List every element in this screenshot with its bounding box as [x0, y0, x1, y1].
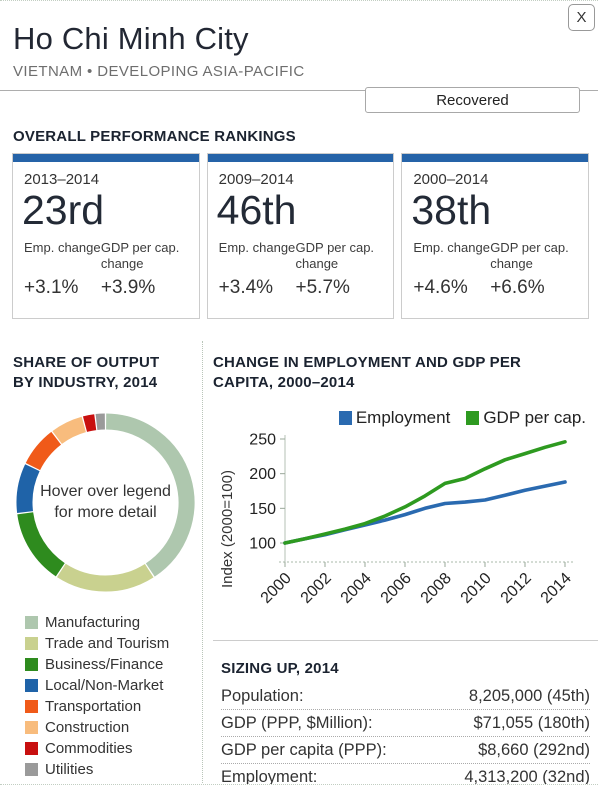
y-tick-label: 150: [249, 500, 276, 518]
legend-label: Commodities: [45, 740, 133, 757]
line-chart-legend: [213, 408, 586, 428]
legend-item-business-finance[interactable]: [25, 654, 202, 675]
employment-chart-heading: [213, 353, 598, 393]
donut-hover-hint: [13, 410, 198, 595]
legend-item-employment[interactable]: [339, 408, 450, 428]
gdp-change-label: GDP per cap. change: [295, 240, 375, 272]
donut-hint-line2: for more detail: [54, 503, 157, 521]
ranking-period: 2000–2014: [413, 171, 489, 188]
row-label: Population:: [221, 687, 304, 705]
table-row-gdp: [221, 710, 590, 737]
card-accent-bar: [402, 154, 588, 162]
row-value: $71,055 (180th): [473, 714, 590, 732]
row-label: GDP per capita (PPP):: [221, 741, 387, 759]
table-row-gdp-per-capita: [221, 737, 590, 764]
emp-change-label: Emp. change: [24, 240, 101, 256]
x-tick-label: 2004: [337, 569, 375, 607]
legend-label: Business/Finance: [45, 656, 164, 673]
row-label: Employment:: [221, 768, 318, 785]
legend-label: Trade and Tourism: [45, 635, 170, 652]
employment-swatch-icon: [339, 411, 352, 425]
ranking-value: 23rd: [22, 187, 105, 233]
legend-item-commodities[interactable]: [25, 738, 202, 759]
gdp-change-value: +3.9%: [100, 277, 156, 299]
row-label: GDP (PPP, $Million):: [221, 714, 373, 732]
trade-swatch-icon: [25, 637, 38, 650]
table-row-employment: [221, 764, 590, 785]
commodities-swatch-icon: [25, 742, 38, 755]
employment-gdp-panel: [203, 341, 598, 785]
x-tick-label: 2012: [497, 569, 535, 607]
close-button[interactable]: X: [568, 4, 595, 31]
sizing-heading: SIZING UP, 2014: [221, 660, 339, 677]
industry-heading-line1: SHARE OF OUTPUT: [13, 354, 160, 371]
legend-label: Local/Non-Market: [45, 677, 164, 694]
business-swatch-icon: [25, 658, 38, 671]
transportation-swatch-icon: [25, 700, 38, 713]
legend-item-gdp-per-cap[interactable]: [466, 408, 586, 428]
gdp-change-value: +5.7%: [295, 277, 350, 299]
ranking-period: 2009–2014: [218, 171, 294, 188]
legend-item-trade-and-tourism[interactable]: [25, 633, 202, 654]
ranking-card-2009-2014: [207, 153, 395, 319]
y-tick-label: 100: [249, 535, 276, 553]
page-subtitle: VIETNAM • DEVELOPING ASIA-PACIFIC: [13, 63, 305, 80]
industry-heading-line2: BY INDUSTRY, 2014: [13, 374, 158, 391]
emp-change-value: +4.6%: [413, 277, 468, 299]
ranking-value: 46th: [216, 187, 297, 233]
row-value: $8,660 (292nd): [478, 741, 590, 759]
legend-item-utilities[interactable]: [25, 759, 202, 780]
emp-change-label: Emp. change: [218, 240, 296, 256]
x-tick-label: 2002: [297, 569, 335, 607]
y-tick-label: 250: [249, 431, 276, 449]
emp-change-value: +3.1%: [24, 277, 79, 299]
legend-item-construction[interactable]: [25, 717, 202, 738]
legend-item-local-non-market[interactable]: [25, 675, 202, 696]
y-axis-label: Index (2000=100): [219, 470, 236, 589]
row-value: 4,313,200 (32nd): [464, 768, 590, 785]
industry-panel: [0, 341, 203, 785]
x-tick-label: 2008: [417, 569, 455, 607]
sizing-divider: [213, 640, 598, 641]
recovery-status-button[interactable]: Recovered: [365, 87, 580, 113]
local-swatch-icon: [25, 679, 38, 692]
emp-change-label: Emp. change: [413, 240, 490, 256]
x-tick-label: 2014: [537, 569, 575, 607]
rankings-heading: OVERALL PERFORMANCE RANKINGS: [13, 128, 296, 145]
legend-label: Manufacturing: [45, 614, 141, 631]
legend-label: Employment: [355, 408, 451, 427]
y-tick-label: 200: [249, 466, 276, 484]
gdp-change-label: GDP per cap. change: [100, 240, 180, 272]
employment-gdp-line-chart[interactable]: [213, 431, 591, 629]
legend-item-transportation[interactable]: [25, 696, 202, 717]
x-tick-label: 2010: [457, 569, 495, 607]
ranking-card-2000-2014: [401, 153, 589, 319]
page-title: Ho Chi Minh City: [13, 21, 249, 56]
ranking-card-2013-2014: [12, 153, 200, 319]
construction-swatch-icon: [25, 721, 38, 734]
chart-heading-line2: CAPITA, 2000–2014: [213, 374, 355, 391]
ranking-cards: [12, 153, 589, 319]
chart-heading-line1: CHANGE IN EMPLOYMENT AND GDP PER: [213, 354, 522, 371]
sizing-table: [221, 683, 590, 785]
utilities-swatch-icon: [25, 763, 38, 776]
x-tick-label: 2006: [377, 569, 415, 607]
legend-label: Construction: [45, 719, 130, 736]
card-accent-bar: [208, 154, 394, 162]
legend-label: Utilities: [45, 761, 94, 778]
ranking-value: 38th: [411, 187, 492, 233]
donut-hint-line1: Hover over legend: [40, 482, 171, 500]
gdp-change-value: +6.6%: [490, 277, 545, 299]
ranking-period: 2013–2014: [24, 171, 100, 188]
industry-legend: [13, 612, 202, 780]
legend-label: GDP per cap.: [483, 408, 586, 427]
manufacturing-swatch-icon: [25, 616, 38, 629]
emp-change-value: +3.4%: [218, 277, 274, 299]
industry-heading: [13, 353, 202, 393]
gdp-swatch-icon: [466, 411, 479, 425]
row-value: 8,205,000 (45th): [468, 687, 590, 705]
table-row-population: [221, 683, 590, 710]
legend-label: Transportation: [45, 698, 142, 715]
card-accent-bar: [13, 154, 199, 162]
legend-item-manufacturing[interactable]: [25, 612, 202, 633]
x-tick-label: 2000: [257, 569, 295, 607]
gdp-change-label: GDP per cap. change: [490, 240, 569, 272]
